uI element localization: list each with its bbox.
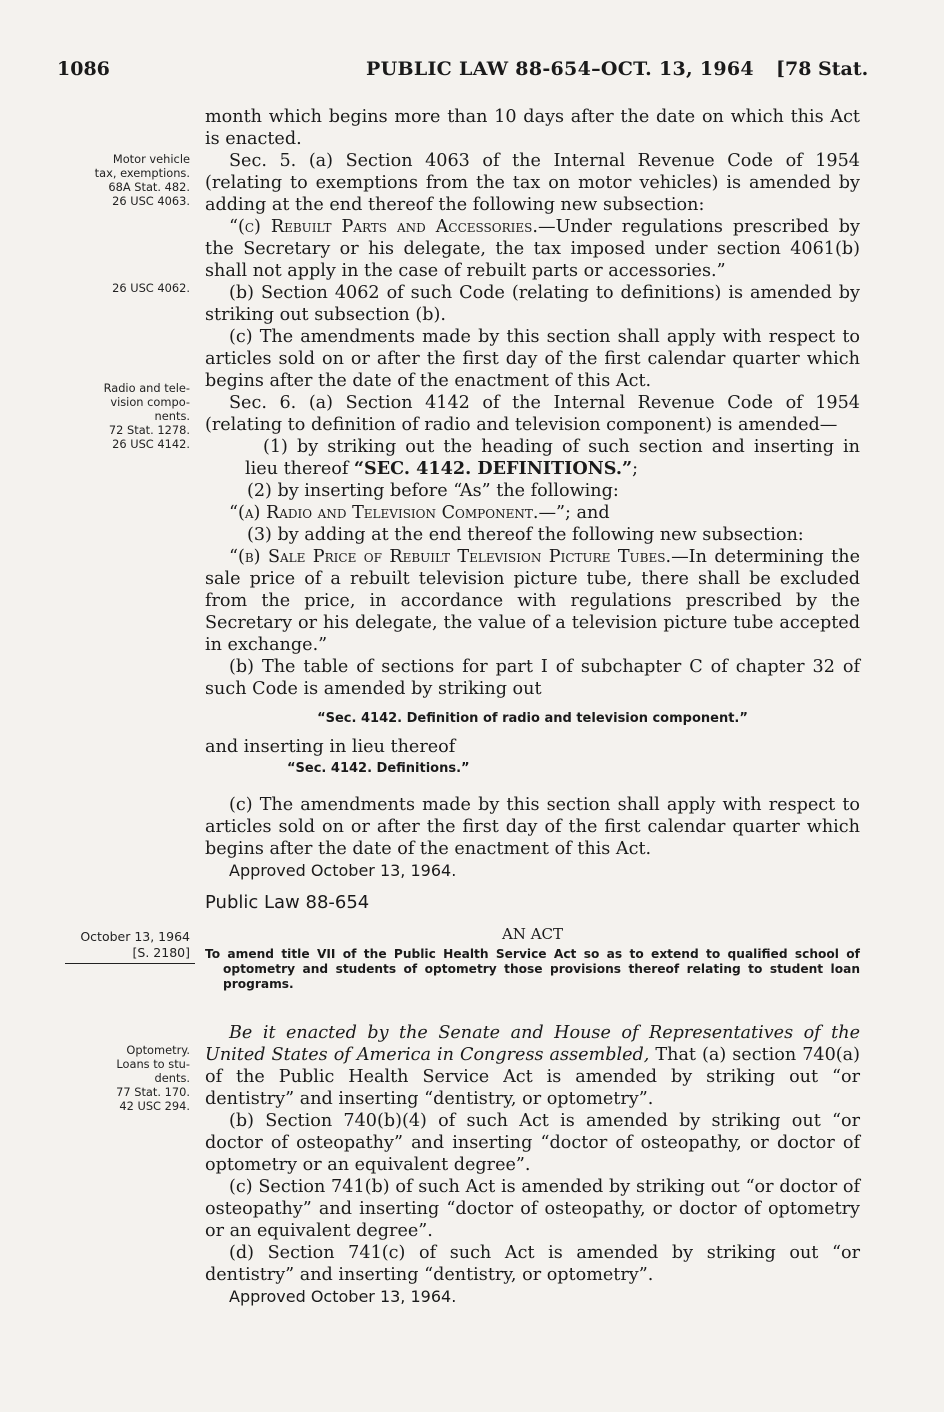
main-text-section-5-6: [205, 106, 860, 882]
margin-note-optometry: [58, 1043, 190, 1113]
margin-note-line: 42 USC 294.: [119, 1099, 190, 1113]
margin-note-line: Motor vehicle: [112, 152, 190, 166]
paragraph-sec-5c: (c) The amendments made by this section shall apply with respect to articles sold on or after the first day of the first calendar quarter which begins after the date of the enactment of this Act.: [205, 327, 860, 391]
main-text-public-law-88-654: [205, 1022, 860, 1308]
margin-note-line: Radio and tele-: [103, 381, 190, 395]
paragraph-rebuilt-parts: [205, 216, 860, 282]
margin-note-line: 26 USC 4062.: [112, 281, 190, 295]
paragraph-body: ;: [632, 459, 639, 479]
margin-note-line: Optometry.: [126, 1043, 190, 1057]
margin-note-line: Loans to stu-: [116, 1057, 190, 1071]
paragraph-sec-5a: Sec. 5. (a) Section 4063 of the Internal Revenue Code of 1954 (relating to exemptions from the tax on motor vehicles) is amended by adding at the end thereof the following new subsection:: [205, 151, 860, 215]
margin-note-line: 68A Stat. 482.: [108, 180, 190, 194]
margin-note-26usc4062: [58, 281, 190, 295]
subsection-heading: “(a) Radio and Television Component.: [229, 503, 539, 523]
paragraph-sec-6a: Sec. 6. (a) Section 4142 of the Internal Revenue Code of 1954 (relating to definition of radio and television component) is amended—: [205, 393, 860, 435]
page-number: 1086: [57, 58, 110, 80]
margin-note-line: October 13, 1964: [80, 929, 190, 944]
paragraph-sec-6b: (b) The table of sections for part I of subchapter C of chapter 32 of such Code is amended by striking out: [205, 657, 860, 699]
margin-note-line: 72 Stat. 1278.: [108, 423, 190, 437]
paragraph: and inserting in lieu thereof: [205, 737, 456, 757]
margin-note-line: nents.: [154, 409, 190, 423]
paragraph-b: (b) Section 740(b)(4) of such Act is amended by striking out “or doctor of osteopathy” and inserting “doctor of osteopathy, or doctor of optometry or an equivalent degree”.: [205, 1111, 860, 1175]
page-header-stat: [78 Stat.: [776, 58, 869, 80]
approved-date: Approved October 13, 1964.: [229, 1287, 457, 1306]
paragraph-body: —”; and: [538, 503, 610, 523]
paragraph-radio-component: [205, 502, 860, 524]
table-entry-struck: “Sec. 4142. Definition of radio and television component.”: [317, 711, 748, 726]
paragraph-sec-6a-3: (3) by adding at the end thereof the following new subsection:: [247, 525, 804, 545]
an-act-heading: AN ACT: [501, 925, 564, 943]
act-purpose-text: To amend title VII of the Public Health Service Act so as to extend to qualified school of optometry and students of optometry those provisions thereof relating to student loan programs.: [205, 947, 860, 991]
approved-date: Approved October 13, 1964.: [229, 861, 457, 880]
subsection-heading: “(b) Sale Price of Rebuilt Television Picture Tubes.: [229, 547, 672, 567]
page-header-title: PUBLIC LAW 88-654–OCT. 13, 1964: [366, 58, 754, 80]
paragraph-d: (d) Section 741(c) of such Act is amended by striking out “or dentistry” and inserting “dentistry, or optometry”.: [205, 1243, 860, 1285]
paragraph-body: (1) by striking out the heading of such section and inserting in lieu thereof: [245, 437, 860, 479]
enacting-clause-italic: Be it enacted by the Senate and House of Representatives of the United States of America in Congress assembled,: [205, 1023, 860, 1065]
paragraph-sec-5b: (b) Section 4062 of such Code (relating to definitions) is amended by striking out subsection (b).: [205, 283, 860, 325]
paragraph-body: —In determining the sale price of a rebuilt television picture tube, there shall be excluded from the price, in accordance with regulations prescribed by the Secretary or his delegate, the value of a television picture tube accepted in exchange.”: [205, 547, 860, 655]
law-title: Public Law 88-654: [205, 892, 370, 913]
margin-note-line: 77 Stat. 170.: [116, 1085, 190, 1099]
paragraph-sec-6a-2: (2) by inserting before “As” the following:: [247, 481, 619, 501]
paragraph: month which begins more than 10 days after the date on which this Act is enacted.: [205, 107, 860, 149]
margin-rule: [65, 963, 195, 964]
margin-note-line: vision compo-: [110, 395, 190, 409]
margin-note-date: [58, 929, 190, 961]
paragraph-c: (c) Section 741(b) of such Act is amended by striking out “or doctor of osteopathy” and inserting “doctor of osteopathy, or doctor of optometry or an equivalent degree”.: [205, 1177, 860, 1241]
paragraph-sec-6c: (c) The amendments made by this section shall apply with respect to articles sold on or after the first day of the first calendar quarter which begins after the date of the enactment of this Act.: [205, 795, 860, 859]
margin-note-line: [S. 2180]: [132, 945, 190, 960]
subsection-heading: “(c) Rebuilt Parts and Accessories.: [229, 217, 538, 237]
margin-note-motor-vehicle: [58, 152, 190, 208]
margin-note-line: 26 USC 4063.: [112, 194, 190, 208]
inserted-heading: “SEC. 4142. DEFINITIONS.”: [353, 458, 633, 479]
margin-note-line: 26 USC 4142.: [112, 437, 190, 451]
margin-note-line: tax, exemptions.: [94, 166, 190, 180]
paragraph-sale-price: [205, 546, 860, 656]
act-purpose: [205, 947, 860, 992]
margin-note-radio-television: [58, 381, 190, 451]
margin-note-line: dents.: [154, 1071, 190, 1085]
table-entry-inserted: “Sec. 4142. Definitions.”: [287, 761, 470, 776]
paragraph-sec-6a-1: [205, 436, 860, 480]
paragraph-body: That (a) section 740(a) of the Public Health Service Act is amended by striking out “or dentistry” and inserting “dentistry, or optometry”.: [205, 1045, 860, 1109]
enacting-clause: [205, 1022, 860, 1110]
paragraph-body: —Under regulations prescribed by the Secretary or his delegate, the tax imposed under section 4061(b) shall not apply in the case of rebuilt parts or accessories.”: [205, 217, 860, 281]
